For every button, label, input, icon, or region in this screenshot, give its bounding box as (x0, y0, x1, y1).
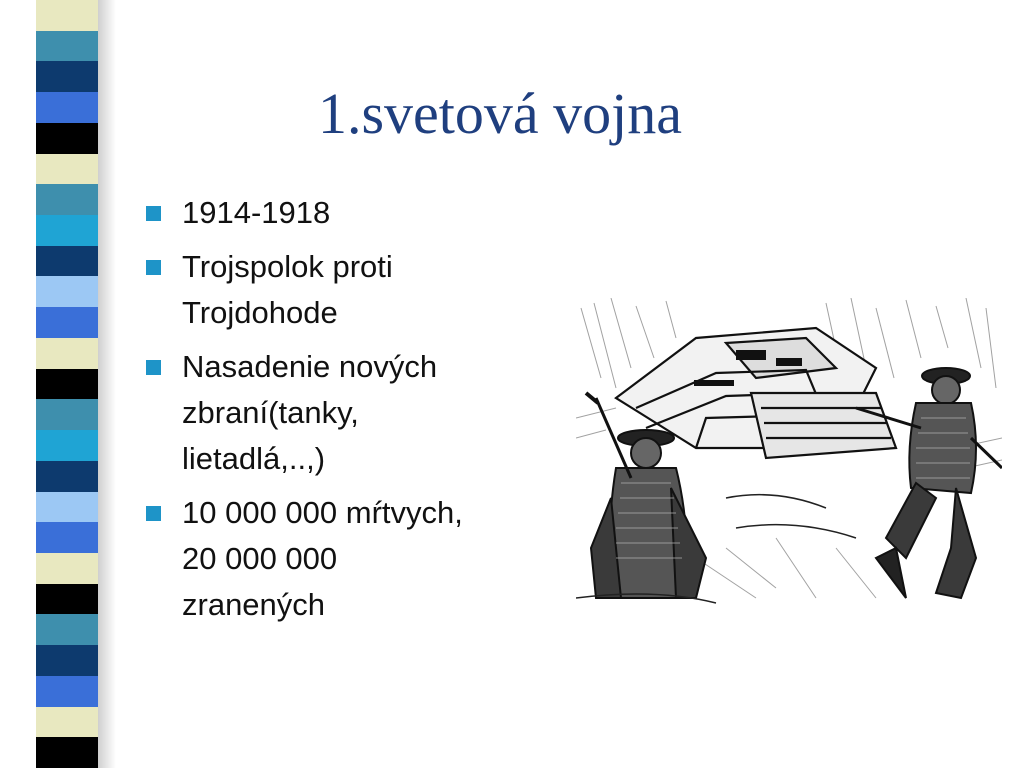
stripe-segment (36, 676, 98, 707)
stripe-segment (36, 461, 98, 492)
stripe-segment (36, 553, 98, 584)
stripe-segment (36, 215, 98, 246)
stripe-segment (36, 31, 98, 62)
bullet-item (143, 490, 563, 628)
stripe-segment (36, 276, 98, 307)
square-bullet-icon (146, 360, 161, 375)
stripe-segment (36, 492, 98, 523)
stripe-segment (36, 123, 98, 154)
bullet-item (143, 244, 563, 336)
stripe-segment (36, 430, 98, 461)
square-bullet-icon (146, 260, 161, 275)
stripe-segment (36, 246, 98, 277)
stripe-segment (36, 584, 98, 615)
stripe-segment (36, 614, 98, 645)
stripe-segment (36, 369, 98, 400)
bullet-item (143, 190, 563, 236)
stripe-segment (36, 61, 98, 92)
bullet-text: 10 000 000 mŕtvych, 20 000 000 zranených (182, 495, 463, 622)
stripe-segment (36, 92, 98, 123)
slide-title: 1.svetová vojna (317, 81, 683, 146)
bullet-item (143, 344, 563, 482)
stripe-segment (36, 522, 98, 553)
decorative-stripe-band (36, 0, 98, 768)
square-bullet-icon (146, 506, 161, 521)
stripe-segment (36, 338, 98, 369)
stripe-segment (36, 737, 98, 768)
stripe-segment (36, 645, 98, 676)
illustration-drawing (576, 298, 1002, 607)
stripe-segment (36, 154, 98, 185)
stripe-segment (36, 707, 98, 738)
bullet-text: 1914-1918 (182, 195, 331, 230)
stripe-shadow (98, 0, 116, 768)
bullet-list (143, 190, 563, 636)
bullet-text: Trojspolok proti Trojdohode (182, 249, 393, 330)
stripe-segment (36, 307, 98, 338)
bullet-text: Nasadenie nových zbraní(tanky, lietadlá,..,) (182, 349, 438, 476)
stripe-segment (36, 0, 98, 31)
square-bullet-icon (146, 206, 161, 221)
stripe-segment (36, 184, 98, 215)
soldiers-and-tank-illustration (576, 298, 1002, 607)
stripe-segment (36, 399, 98, 430)
